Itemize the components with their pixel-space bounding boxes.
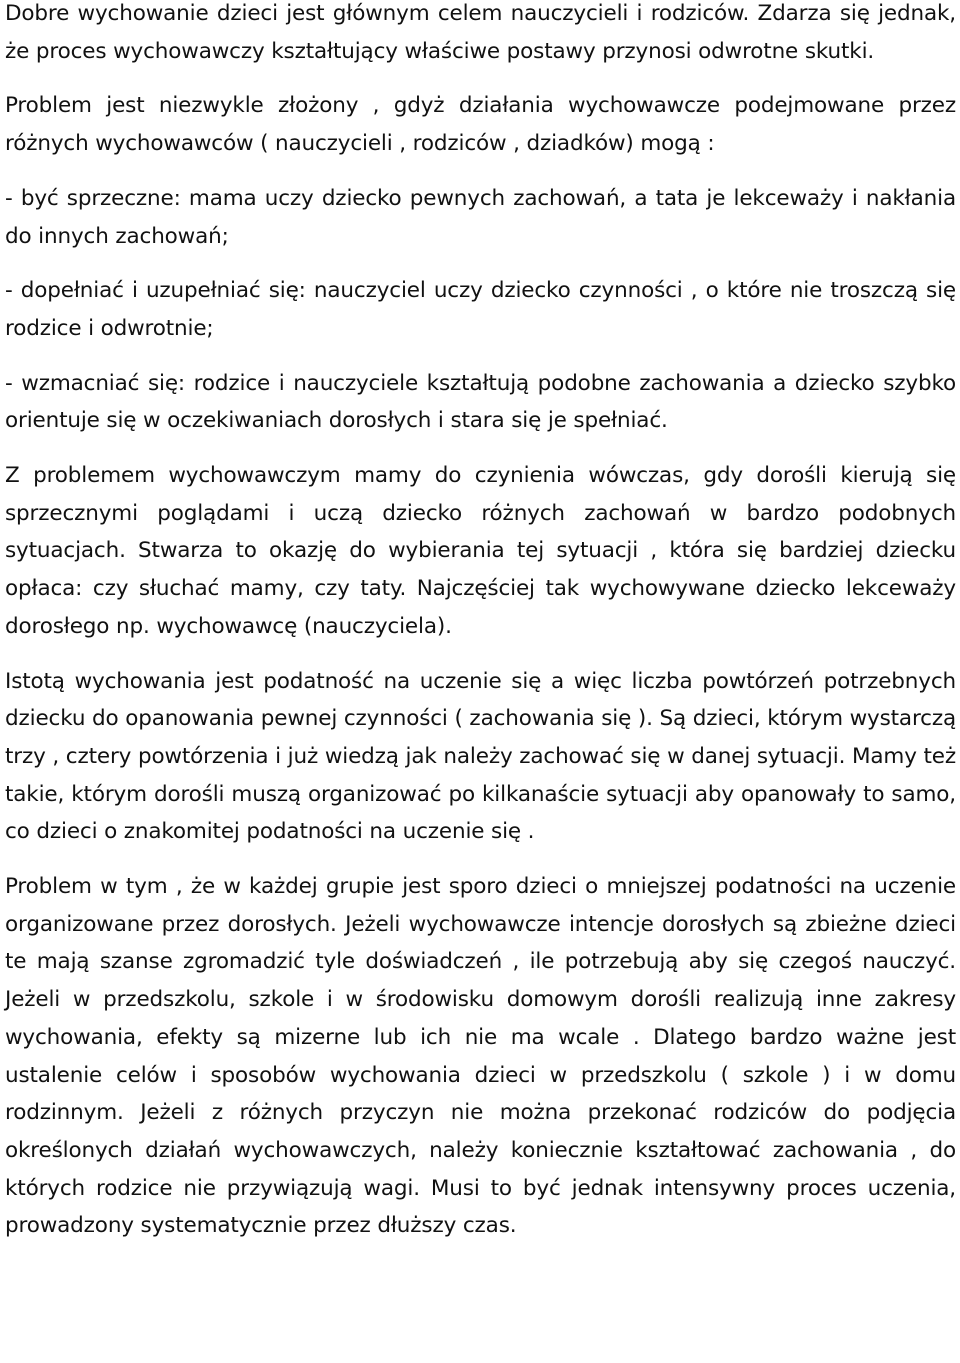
paragraph-group-problem: Problem w tym , że w każdej grupie jest sporo dzieci o mniejszej podatności na uczenie organizowane przez dorosłych. Jeżeli wychowawcze intencje dorosłych są zbieżne dzieci te mają szanse zgromadzić tyle doświadczeń , ile potrzebują aby się czegoś nauczyć. Jeżeli w przedszkolu, szkole i w środowisku domowym dorośli realizują inne zakresy wychowania, efekty są mizerne lub ich nie ma wcale . Dlatego bardzo ważne jest ustalenie celów i sposobów wychowania dzieci w przedszkolu ( szkole ) i w domu rodzinnym. Jeżeli z różnych przyczyn nie można przekonać rodziców do podjęcia określonych działań wychowawczych, należy koniecznie kształtować zachowania , do których rodzice nie przywiązują wagi. Musi to być jednak intensywny proces uczenia, prowadzony systematycznie przez dłuższy czas. — [5, 874, 956, 1239]
paragraph-intro: Dobre wychowanie dzieci jest głównym celem nauczycieli i rodziców. Zdarza się jednak, że proces wychowawczy kształtujący właściwe postawy przynosi odwrotne skutki. — [5, 1, 956, 64]
paragraph-educational-problem: Z problemem wychowawczym mamy do czynienia wówczas, gdy dorośli kierują się sprzecznymi poglądami i uczą dziecko różnych zachowań w bardzo podobnych sytuacjach. Stwarza to okazję do wybierania tej sytuacji , która się bardziej dziecku opłaca: czy słuchać mamy, czy taty. Najczęściej tak wychowywane dziecko lekceważy dorosłego np. wychowawcę (nauczyciela). — [5, 463, 956, 639]
list-item-complementary: - dopełniać i uzupełniać się: nauczyciel uczy dziecko czynności , o które nie troszczą się rodzice i odwrotnie; — [5, 278, 956, 341]
paragraph-learning-susceptibility: Istotą wychowania jest podatność na uczenie się a więc liczba powtórzeń potrzebnych dziecku do opanowania pewnej czynności ( zachowania się ). Są dzieci, którym wystarczą trzy , cztery powtórzenia i już wiedzą jak należy zachować się w danej sytuacji. Mamy też takie, którym dorośli muszą organizować po kilkanaście sytuacji aby opanowały to samo, co dzieci o znakomitej podatności na uczenie się . — [5, 668, 956, 845]
list-item-reinforcing: - wzmacniać się: rodzice i nauczyciele kształtują podobne zachowania a dziecko szybko orientuje się w oczekiwaniach dorosłych i stara się je spełniać. — [5, 370, 956, 434]
paragraph-problem: Problem jest niezwykle złożony , gdyż działania wychowawcze podejmowane przez różnych wychowawców ( nauczycieli , rodziców , dziadków) mogą : — [5, 93, 956, 157]
list-item-contradictory: - być sprzeczne: mama uczy dziecko pewnych zachowań, a tata je lekceważy i nakłania do innych zachowań; — [5, 185, 956, 249]
